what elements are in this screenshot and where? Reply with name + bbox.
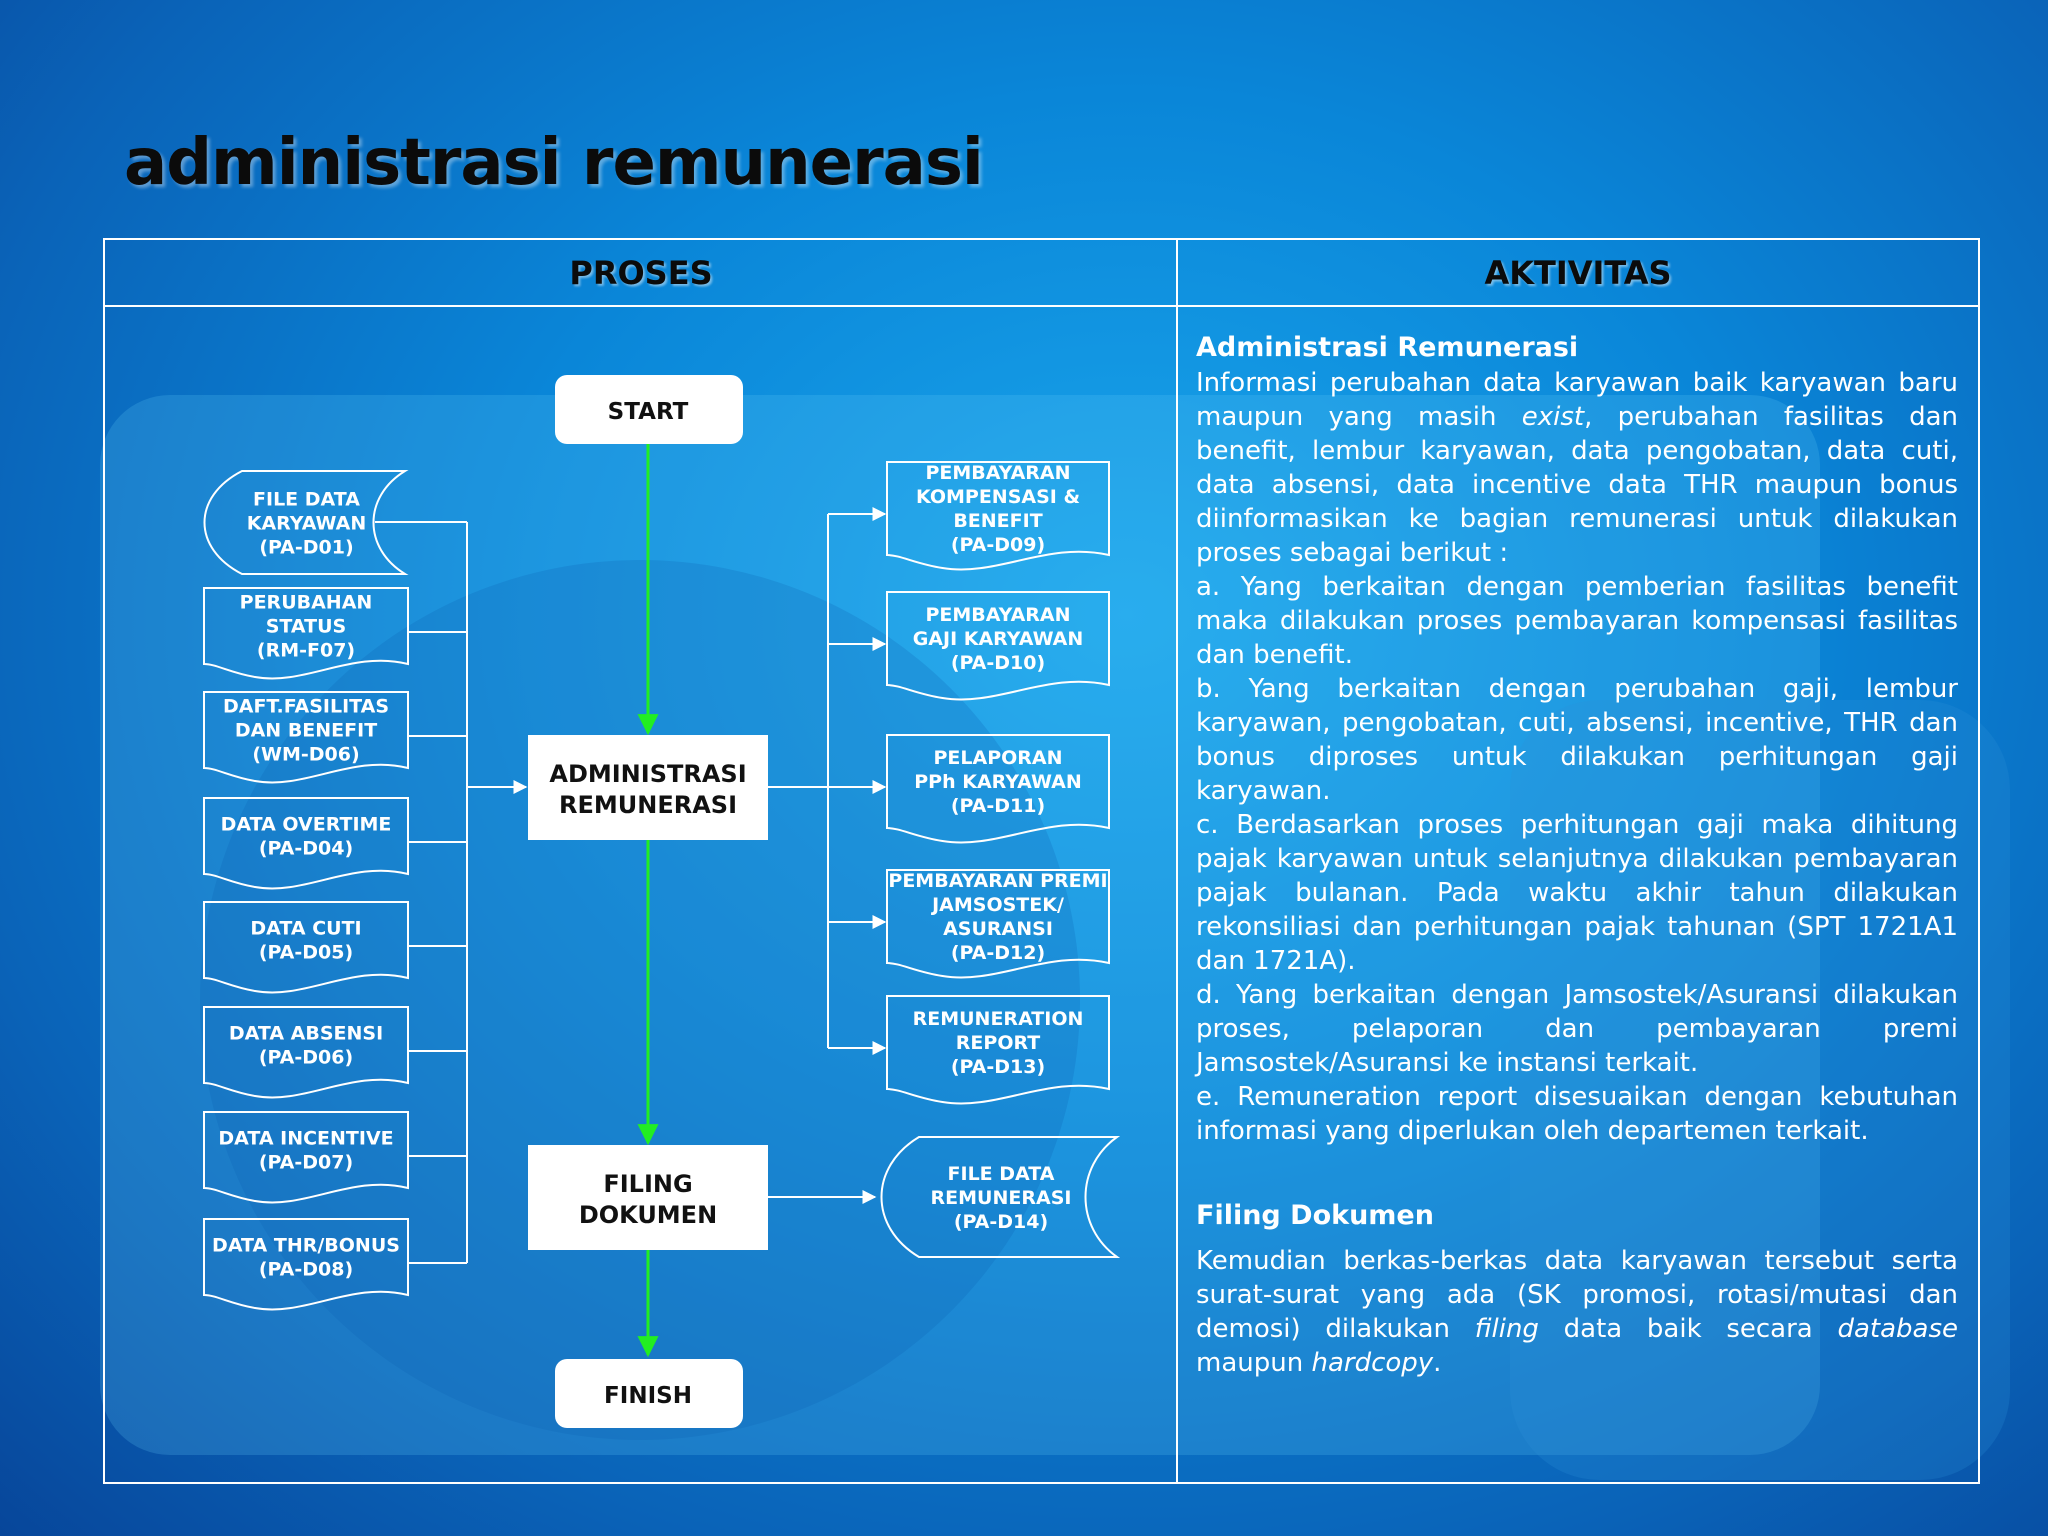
input-doc-1-label-line-3: (PA-D01) — [259, 536, 354, 559]
output-doc-1 — [887, 462, 1109, 569]
start-label: START — [607, 399, 689, 425]
output-doc-2-label-line-1: PEMBAYARAN — [925, 604, 1071, 626]
file-data-remunerasi-label-line-3: (PA-D14) — [953, 1211, 1049, 1233]
input-doc-4 — [204, 798, 408, 888]
emphasis-text: hardcopy — [1311, 1348, 1434, 1378]
filing-dokumen-process — [528, 1145, 768, 1250]
input-doc-6 — [204, 1007, 408, 1097]
input-doc-7-label-line-1: DATA INCENTIVE — [218, 1127, 394, 1150]
output-doc-3 — [887, 735, 1109, 842]
input-doc-5 — [204, 902, 408, 992]
input-doc-5-label-line-2: (PA-D05) — [258, 941, 354, 964]
output-doc-5-label-line-2: REPORT — [955, 1032, 1041, 1054]
output-doc-1-label-line-2: KOMPENSASI & — [915, 486, 1081, 508]
emphasis-text: filing — [1474, 1314, 1539, 1344]
output-doc-5-label-line-3: (PA-D13) — [950, 1056, 1046, 1078]
filing-paragraph — [1196, 1244, 1958, 1380]
text-run: . — [1433, 1348, 1442, 1378]
output-doc-2-label-line-3: (PA-D10) — [950, 652, 1046, 674]
text-run: Kemudian berkas-berkas data karyawan tersebut serta surat-surat yang ada (SK promosi, rotasi/mutasi dan demosi) dilakukan — [1196, 1246, 1958, 1344]
section-intro-paragraph — [1196, 366, 1958, 570]
input-doc-4-label-line-2: (PA-D04) — [258, 837, 354, 860]
admin-label-line-1: ADMINISTRASI — [549, 760, 747, 788]
emphasis-text: database — [1837, 1314, 1958, 1344]
output-doc-5 — [887, 996, 1109, 1103]
input-doc-3-label-line-3: (WM-D06) — [252, 743, 360, 766]
input-doc-3-label-line-2: DAN BENEFIT — [234, 719, 378, 742]
filing-label-line-2: DOKUMEN — [578, 1201, 718, 1229]
input-doc-6-label-line-1: DATA ABSENSI — [228, 1022, 384, 1045]
input-doc-7 — [204, 1112, 408, 1202]
input-doc-2-label-line-1: PERUBAHAN — [239, 591, 373, 614]
output-doc-1-label-line-1: PEMBAYARAN — [925, 462, 1071, 484]
activity-item: e. Remuneration report disesuaikan dengan kebutuhan informasi yang diperlukan oleh departemen terkait. — [1196, 1082, 1958, 1146]
output-doc-1-label-line-4: (PA-D09) — [950, 534, 1046, 556]
activity-item: c. Berdasarkan proses perhitungan gaji maka dihitung pajak karyawan untuk selanjutnya dilakukan pembayaran pajak bulanan. Pada waktu akhir tahun dilakukan rekonsiliasi dan perhitungan pajak tahunan (SPT 1721A1 dan 1721A). — [1196, 810, 1958, 976]
input-doc-8 — [204, 1219, 408, 1309]
finish-label: FINISH — [604, 1383, 692, 1409]
output-doc-4-label-line-4: (PA-D12) — [950, 942, 1046, 964]
file-data-remunerasi-label-line-1: FILE DATA — [947, 1163, 1055, 1185]
header-aktivitas: AKTIVITAS — [1484, 254, 1672, 292]
input-doc-1-label-line-1: FILE DATA — [253, 488, 360, 511]
header-proses: PROSES — [569, 254, 713, 292]
text-run: Informasi perubahan data karyawan baik karyawan baru maupun yang masih — [1196, 368, 1958, 432]
output-doc-4-label-line-1: PEMBAYARAN PREMI — [888, 870, 1108, 892]
emphasis-text: exist — [1521, 402, 1585, 432]
activity-list — [1196, 570, 1958, 1148]
output-doc-1-label-line-3: BENEFIT — [953, 510, 1043, 532]
input-doc-8-label-line-2: (PA-D08) — [258, 1258, 354, 1281]
input-doc-2-label-line-2: STATUS — [265, 615, 347, 638]
output-doc-2-label-line-2: GAJI KARYAWAN — [912, 628, 1084, 650]
input-doc-2-label-line-3: (RM-F07) — [256, 639, 356, 662]
admin-remunerasi-process — [528, 735, 768, 840]
output-doc-5-label-line-1: REMUNERATION — [912, 1008, 1084, 1030]
output-doc-3-label-line-1: PELAPORAN — [933, 747, 1063, 769]
input-doc-4-label-line-1: DATA OVERTIME — [220, 813, 392, 836]
input-doc-6-label-line-2: (PA-D06) — [258, 1046, 354, 1069]
text-run: , perubahan fasilitas dan benefit, lembur karyawan, data pengobatan, data cuti, data absensi, data incentive data THR maupun bonus diinformasikan ke bagian remunerasi untuk dilakukan proses sebagai berikut : — [1196, 402, 1958, 568]
input-doc-1 — [205, 471, 406, 574]
input-doc-3-label-line-1: DAFT.FASILITAS — [222, 695, 390, 718]
file-data-remunerasi — [882, 1137, 1118, 1257]
section-heading-administrasi: Administrasi Remunerasi — [1196, 332, 1579, 363]
input-doc-5-label-line-1: DATA CUTI — [250, 917, 362, 940]
input-connectors — [375, 522, 467, 1263]
filing-label-line-1: FILING — [603, 1170, 693, 1198]
input-doc-3 — [204, 692, 408, 782]
input-doc-2 — [204, 588, 408, 678]
output-connectors — [768, 514, 828, 1048]
output-doc-3-label-line-2: PPh KARYAWAN — [914, 771, 1082, 793]
output-doc-4 — [887, 870, 1109, 977]
text-run: data baik secara — [1538, 1314, 1838, 1344]
input-doc-8-label-line-1: DATA THR/BONUS — [212, 1234, 400, 1257]
section-heading-filing: Filing Dokumen — [1196, 1200, 1434, 1231]
admin-label-line-2: REMUNERASI — [559, 791, 737, 819]
activity-item: b. Yang berkaitan dengan perubahan gaji, lembur karyawan, pengobatan, cuti, absensi, incentive, THR dan bonus diproses untuk dilakukan perhitungan gaji karyawan. — [1196, 674, 1958, 806]
start-terminal — [555, 375, 743, 444]
input-doc-7-label-line-2: (PA-D07) — [258, 1151, 354, 1174]
output-doc-3-label-line-3: (PA-D11) — [950, 795, 1046, 817]
output-doc-2 — [887, 592, 1109, 699]
activity-item: a. Yang berkaitan dengan pemberian fasilitas benefit maka dilakukan proses pembayaran kompensasi fasilitas dan benefit. — [1196, 572, 1958, 670]
aktivitas-panel — [1196, 330, 1958, 1380]
input-doc-1-label-line-2: KARYAWAN — [246, 512, 367, 535]
text-run: maupun — [1196, 1348, 1312, 1378]
section-filing — [1196, 1198, 1958, 1380]
activity-item: d. Yang berkaitan dengan Jamsostek/Asuransi dilakukan proses, pelaporan dan pembayaran premi Jamsostek/Asuransi ke instansi terkait. — [1196, 980, 1958, 1078]
output-doc-4-label-line-2: JAMSOSTEK/ — [932, 894, 1064, 916]
slide-title: administrasi remunerasi — [124, 126, 983, 200]
file-data-remunerasi-label-line-2: REMUNERASI — [930, 1187, 1072, 1209]
output-doc-4-label-line-3: ASURANSI — [943, 918, 1053, 940]
finish-terminal — [555, 1359, 743, 1428]
